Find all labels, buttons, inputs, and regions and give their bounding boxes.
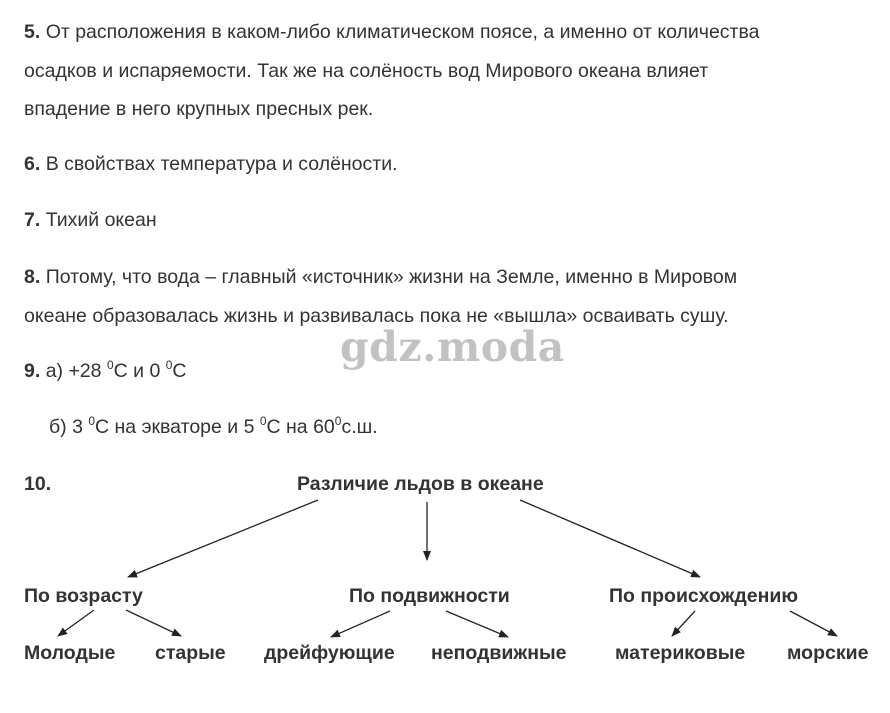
answer-5-line-3: впадение в него крупных пресных рек. [24, 98, 374, 120]
diagram-leaf-old: старые [155, 642, 226, 664]
answer-10 [24, 472, 51, 496]
answer-9-b-mid2: С на 60 [266, 416, 335, 438]
answer-6-number: 6. [24, 153, 41, 175]
answer-9-b-degree-2: 0 [259, 414, 267, 428]
answer-9-b-degree-1: 0 [88, 414, 96, 428]
answer-9-a-degree-2: 0 [165, 358, 173, 372]
diagram-leaf-drifting: дрейфующие [264, 642, 395, 664]
watermark: gdz.moda [340, 323, 565, 371]
answer-9-number: 9. [24, 360, 41, 382]
answer-8-line-1 [24, 265, 737, 289]
arrow-root-to-origin [520, 500, 700, 577]
answer-9-a-mid: С и 0 [113, 360, 166, 382]
answer-7 [24, 208, 157, 232]
diagram-root: Различие льдов в океане [297, 473, 544, 495]
answer-10-number: 10. [24, 473, 52, 495]
answer-9-a-prefix: а) +28 [45, 360, 107, 382]
answer-9-b [49, 415, 378, 439]
arrow-mobility-to-drifting [331, 611, 390, 637]
answer-8-text-1: Потому, что вода – главный «источник» жизни на Земле, именно в Мировом [45, 266, 738, 288]
answer-6 [24, 152, 398, 176]
answer-5-number: 5. [24, 21, 41, 43]
diagram-leaf-continental: материковые [615, 642, 746, 664]
diagram-category-age: По возрасту [24, 585, 143, 607]
answer-9-b-mid: С на экваторе и 5 [95, 416, 260, 438]
diagram-category-origin: По происхождению [609, 585, 799, 607]
arrow-age-to-old [126, 610, 181, 636]
arrow-age-to-young [58, 610, 94, 636]
arrow-origin-to-continental [672, 611, 695, 636]
arrow-root-to-age [128, 500, 318, 577]
diagram-leaf-marine: морские [787, 642, 869, 664]
answer-5-line-2: осадков и испаряемости. Так же на солёность вод Мирового океана влияет [24, 60, 709, 82]
answer-9-b-suffix: с.ш. [341, 416, 378, 438]
answer-9-a [24, 359, 187, 383]
answer-8-line-2: океане образовалась жизнь и развивалась пока не «вышла» осваивать сушу. [24, 305, 729, 327]
arrow-mobility-to-fast [446, 611, 508, 637]
answer-9-b-prefix: б) 3 [49, 416, 89, 438]
answer-5-text-1: От расположения в каком-либо климатическом поясе, а именно от количества [45, 21, 760, 43]
answer-9-a-degree-1: 0 [106, 358, 114, 372]
answer-7-number: 7. [24, 209, 41, 231]
diagram-leaf-fast: неподвижные [431, 642, 567, 664]
answer-5-line-1 [24, 20, 759, 44]
diagram-leaf-young: Молодые [24, 642, 116, 664]
diagram-category-mobility: По подвижности [349, 585, 510, 607]
arrow-origin-to-marine [790, 611, 837, 636]
answer-8-number: 8. [24, 266, 41, 288]
answer-7-text: Тихий океан [45, 209, 157, 231]
answer-9-a-suffix: С [172, 360, 187, 382]
answer-6-text: В свойствах температура и солёности. [45, 153, 398, 175]
answer-9-b-degree-3: 0 [334, 414, 342, 428]
